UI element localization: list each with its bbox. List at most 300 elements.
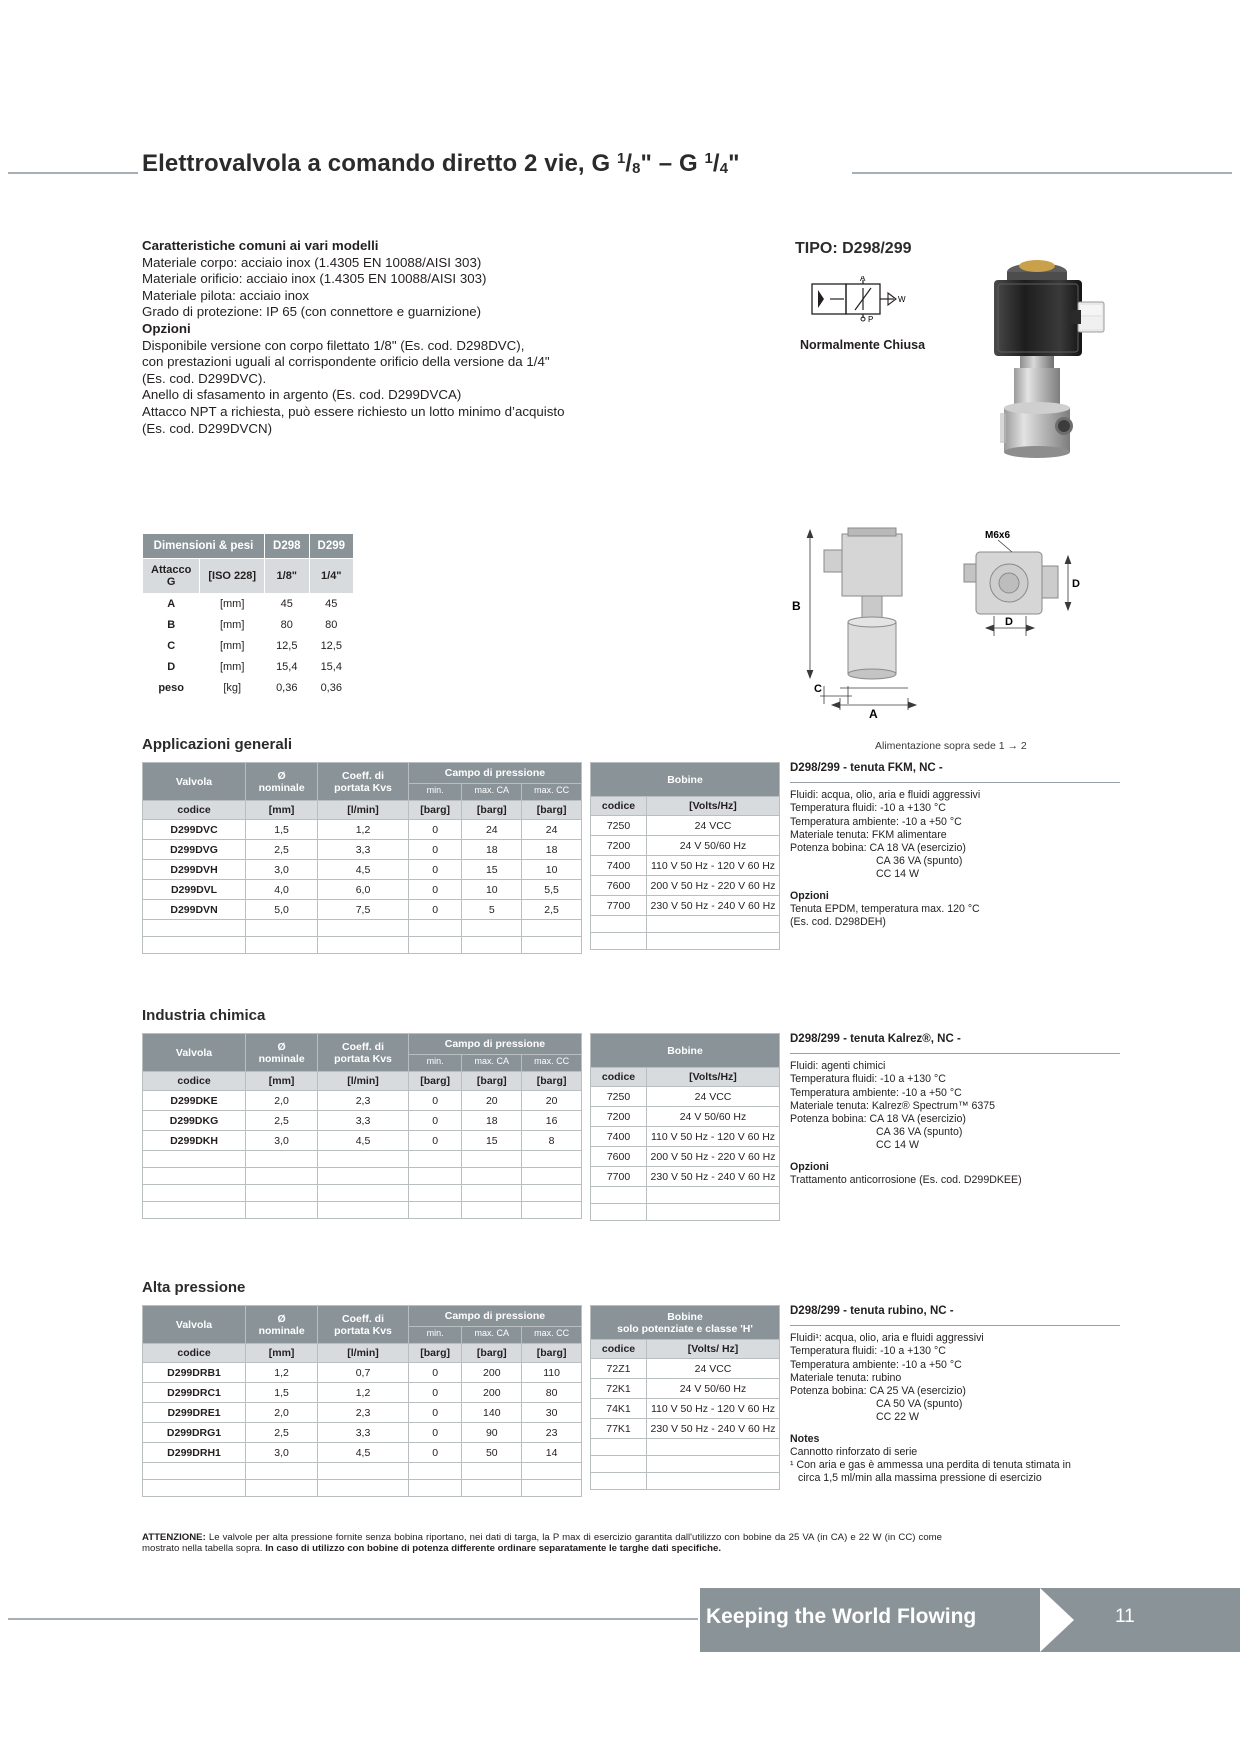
cell-coil-code: 7400	[591, 856, 647, 876]
cell-empty	[462, 920, 522, 937]
valve-table-general	[142, 762, 582, 954]
info-notes-title: Notes	[790, 1432, 820, 1445]
attention-label: ATTENZIONE:	[142, 1532, 206, 1543]
info-note-line: Cannotto rinforzato di serie	[790, 1445, 918, 1458]
info-rule	[790, 782, 1120, 783]
cell-coil-code: 7700	[591, 1167, 647, 1187]
cell-empty	[318, 920, 409, 937]
info-title-kalrez: D298/299 - tenuta Kalrez®, NC -	[790, 1033, 961, 1045]
cell-code: D299DRG1	[143, 1423, 246, 1443]
cell-pmin: 0	[408, 1091, 462, 1111]
table-row	[143, 1091, 582, 1111]
table-row	[143, 1383, 582, 1403]
info-block-fkm	[790, 762, 1120, 929]
table-row-empty	[143, 1151, 582, 1168]
dimensions-table	[142, 533, 354, 699]
cell-empty	[522, 920, 582, 937]
dim-row-d299-a: 45	[309, 594, 354, 615]
sub-barg-min: [barg]	[408, 1344, 462, 1363]
cell-coil-code: 74K1	[591, 1399, 647, 1419]
cell-empty	[522, 1168, 582, 1185]
cell-empty	[522, 1202, 582, 1219]
table-subheader-row	[143, 801, 582, 820]
cell-empty	[246, 937, 318, 954]
cell-pca: 24	[462, 820, 522, 840]
table-subheader-row	[591, 1068, 780, 1087]
dim-row-label-a: A	[143, 594, 200, 615]
technical-drawing	[780, 520, 1110, 720]
sub-barg-min: [barg]	[408, 1072, 462, 1091]
intro-line-3: Materiale pilota: acciaio inox	[142, 287, 310, 303]
info-block-kalrez	[790, 1033, 1120, 1187]
cell-pcc: 18	[522, 840, 582, 860]
info-line-indent: CC 14 W	[876, 868, 919, 881]
cell-empty	[591, 1473, 647, 1490]
table-row-empty	[143, 1463, 582, 1480]
cell-empty	[246, 920, 318, 937]
cell-kvs: 2,3	[318, 1403, 409, 1423]
valve-table-chemical	[142, 1033, 582, 1219]
cell-pmin: 0	[408, 1111, 462, 1131]
col-pmax-cc: max. CC	[522, 1055, 582, 1072]
cell-coil-volt: 230 V 50 Hz - 240 V 60 Hz	[647, 1419, 780, 1439]
page-number: 11	[1115, 1606, 1135, 1627]
table-row-empty	[591, 1473, 780, 1490]
cell-pmin: 0	[408, 1363, 462, 1383]
cell-pmin: 0	[408, 1131, 462, 1151]
cell-empty	[408, 1463, 462, 1480]
symbol-label-a: A	[860, 276, 866, 283]
dim-row-d298-c: 12,5	[265, 636, 310, 657]
cell-dn: 2,5	[246, 1111, 318, 1131]
cell-pmin: 0	[408, 1403, 462, 1423]
table-row-empty	[591, 1187, 780, 1204]
table-row-empty	[143, 937, 582, 954]
col-kvs: Coeff. di portata Kvs	[318, 1034, 409, 1072]
cell-empty	[143, 1168, 246, 1185]
table-row	[143, 594, 354, 615]
cell-dn: 1,5	[246, 820, 318, 840]
cell-dn: 2,5	[246, 840, 318, 860]
info-line: Temperatura ambiente: -10 a +50 °C	[790, 1358, 962, 1371]
footer-slogan: Keeping the World Flowing	[706, 1605, 977, 1628]
cell-code: D299DRC1	[143, 1383, 246, 1403]
dim-row-unit-attacco: [ISO 228]	[200, 559, 265, 594]
info-title-ruby: D298/299 - tenuta rubino, NC -	[790, 1305, 954, 1317]
dim-row-d298-attacco: 1/8"	[265, 559, 310, 594]
dim-row-d299-attacco: 1/4"	[309, 559, 354, 594]
info-option-line: (Es. cod. D298DEH)	[790, 916, 886, 929]
sub-mm: [mm]	[246, 1344, 318, 1363]
table-row	[591, 1379, 780, 1399]
cell-pmin: 0	[408, 880, 462, 900]
table-header-row	[591, 763, 780, 797]
title-frac2-num: 1	[704, 150, 713, 167]
info-line: Materiale tenuta: Kalrez® Spectrum™ 6375	[790, 1099, 996, 1112]
col-kvs: Coeff. di portata Kvs	[318, 763, 409, 801]
sub-coil-volts: [Volts/ Hz]	[647, 1340, 780, 1359]
dim-head-d298: D298	[265, 534, 310, 559]
dim-row-d299-b: 80	[309, 615, 354, 636]
cell-coil-code: 7400	[591, 1127, 647, 1147]
intro-heading-common: Caratteristiche comuni ai vari modelli	[142, 238, 379, 253]
table-row-empty	[591, 1439, 780, 1456]
col-valvola: Valvola	[143, 763, 246, 801]
cell-coil-code: 7700	[591, 896, 647, 916]
info-options-title: Opzioni	[790, 1160, 829, 1173]
intro-line-4: Grado di protezione: IP 65 (con connettore e guarnizione)	[142, 304, 482, 320]
cell-empty	[591, 933, 647, 950]
cell-empty	[143, 1480, 246, 1497]
cell-pcc: 14	[522, 1443, 582, 1463]
col-diametro: Ø nominale	[246, 763, 318, 801]
cell-empty	[591, 1187, 647, 1204]
cell-empty	[462, 1202, 522, 1219]
table-row	[591, 876, 780, 896]
table-row	[143, 900, 582, 920]
info-line-indent: CC 22 W	[876, 1411, 919, 1424]
sub-lmin: [l/min]	[318, 1344, 409, 1363]
info-line: Potenza bobina: CA 18 VA (esercizio)	[790, 1113, 966, 1126]
cell-kvs: 0,7	[318, 1363, 409, 1383]
coil-table-highpressure	[590, 1305, 780, 1490]
table-row	[143, 1111, 582, 1131]
cell-empty	[143, 1463, 246, 1480]
title-frac1-num: 1	[617, 150, 626, 167]
table-header-row	[143, 763, 582, 784]
info-rule	[790, 1325, 1120, 1326]
cell-dn: 3,0	[246, 1443, 318, 1463]
info-option-line: Trattamento anticorrosione (Es. cod. D299DKEE)	[790, 1173, 1022, 1186]
drawing-label-b: B	[792, 599, 801, 613]
table-row	[591, 1127, 780, 1147]
info-title-fkm: D298/299 - tenuta FKM, NC -	[790, 762, 943, 774]
info-line: Materiale tenuta: FKM alimentare	[790, 828, 947, 841]
intro-line-2: Materiale orificio: acciaio inox (1.4305 EN 10088/AISI 303)	[142, 271, 487, 287]
table-row	[143, 1443, 582, 1463]
section-heading-highpressure: Alta pressione	[142, 1279, 246, 1296]
table-row	[591, 1087, 780, 1107]
cell-coil-code: 7600	[591, 876, 647, 896]
table-subheader-row	[143, 1344, 582, 1363]
valve-table-highpressure	[142, 1305, 582, 1497]
table-row	[143, 840, 582, 860]
dim-row-label-d: D	[143, 657, 200, 678]
cell-coil-code: 7250	[591, 816, 647, 836]
cell-empty	[647, 1204, 780, 1221]
symbol-label-p: P	[868, 315, 874, 322]
table-row	[591, 896, 780, 916]
cell-kvs: 1,2	[318, 1383, 409, 1403]
info-line: Temperatura fluidi: -10 a +130 °C	[790, 1073, 946, 1086]
table-row	[143, 657, 354, 678]
table-row	[591, 1399, 780, 1419]
info-line: Fluidi¹: acqua, olio, aria e fluidi aggressivi	[790, 1332, 984, 1345]
col-pmax-ca: max. CA	[462, 784, 522, 801]
cell-pca: 5	[462, 900, 522, 920]
intro-line-1: Materiale corpo: acciaio inox (1.4305 EN 10088/AISI 303)	[142, 254, 482, 270]
col-pressure-range: Campo di pressione	[408, 1034, 581, 1055]
table-row	[591, 1167, 780, 1187]
dim-row-d298-d: 15,4	[265, 657, 310, 678]
cell-kvs: 3,3	[318, 1423, 409, 1443]
cell-code: D299DVC	[143, 820, 246, 840]
dim-head-title: Dimensioni & pesi	[143, 534, 265, 559]
table-header-row	[143, 534, 354, 559]
sub-coil-codice: codice	[591, 1340, 647, 1359]
cell-empty	[143, 1202, 246, 1219]
cell-empty	[522, 1151, 582, 1168]
cell-empty	[647, 1439, 780, 1456]
title-text-mid: " – G	[640, 150, 705, 177]
cell-coil-code: 7600	[591, 1147, 647, 1167]
table-row-empty	[591, 1456, 780, 1473]
cell-coil-code: 77K1	[591, 1419, 647, 1439]
col-kvs: Coeff. di portata Kvs	[318, 1306, 409, 1344]
info-line: Potenza bobina: CA 18 VA (esercizio)	[790, 842, 966, 855]
cell-empty	[318, 1480, 409, 1497]
sub-lmin: [l/min]	[318, 1072, 409, 1091]
cell-empty	[462, 1480, 522, 1497]
cell-coil-volt: 24 VCC	[647, 1087, 780, 1107]
cell-empty	[408, 1202, 462, 1219]
sub-coil-codice: codice	[591, 797, 647, 816]
title-rule-right	[852, 172, 1232, 174]
cell-empty	[462, 1168, 522, 1185]
info-line: Temperatura fluidi: -10 a +130 °C	[790, 802, 946, 815]
info-line: Potenza bobina: CA 25 VA (esercizio)	[790, 1385, 966, 1398]
type-heading: TIPO: D298/299	[795, 240, 912, 257]
page-title: Elettrovalvola a comando diretto 2 vie, G $^1$/8" – G $^1$/4"	[142, 150, 740, 177]
cell-empty	[522, 937, 582, 954]
table-row-empty	[143, 1480, 582, 1497]
cell-empty	[246, 1463, 318, 1480]
info-line: Temperatura fluidi: -10 a +130 °C	[790, 1345, 946, 1358]
cell-empty	[143, 937, 246, 954]
cell-code: D299DKH	[143, 1131, 246, 1151]
drawing-caption: Alimentazione sopra sede 1 → 2	[875, 740, 1027, 752]
cell-coil-volt: 110 V 50 Hz - 120 V 60 Hz	[647, 856, 780, 876]
sub-lmin: [l/min]	[318, 801, 409, 820]
footer-left-white	[0, 1588, 700, 1652]
dim-row-label-peso: peso	[143, 678, 200, 699]
sub-barg-cc: [barg]	[522, 1344, 582, 1363]
intro-line-8: Anello di sfasamento in argento (Es. cod. D299DVCA)	[142, 387, 462, 403]
cell-dn: 2,0	[246, 1091, 318, 1111]
cell-kvs: 3,3	[318, 1111, 409, 1131]
cell-kvs: 4,5	[318, 1131, 409, 1151]
col-valvola: Valvola	[143, 1034, 246, 1072]
table-row	[591, 816, 780, 836]
cell-kvs: 3,3	[318, 840, 409, 860]
cell-empty	[246, 1202, 318, 1219]
cell-kvs: 1,2	[318, 820, 409, 840]
cell-pmin: 0	[408, 1383, 462, 1403]
cell-pca: 18	[462, 840, 522, 860]
cell-empty	[318, 1168, 409, 1185]
cell-empty	[591, 1204, 647, 1221]
cell-pmin: 0	[408, 1423, 462, 1443]
cell-code: D299DRE1	[143, 1403, 246, 1423]
cell-coil-volt: 110 V 50 Hz - 120 V 60 Hz	[647, 1127, 780, 1147]
col-bobine-potenziate: Bobine solo potenziate e classe 'H'	[591, 1306, 780, 1340]
title-frac1-den: 8	[632, 160, 641, 177]
cell-empty	[246, 1168, 318, 1185]
col-pressure-range: Campo di pressione	[408, 1306, 581, 1327]
intro-line-6: con prestazioni uguali al corrispondente orificio della versione da 1/4"	[142, 354, 550, 370]
cell-coil-volt: 24 VCC	[647, 1359, 780, 1379]
cell-empty	[462, 1463, 522, 1480]
cell-empty	[462, 1151, 522, 1168]
cell-empty	[408, 1185, 462, 1202]
cell-dn: 1,5	[246, 1383, 318, 1403]
col-valvola: Valvola	[143, 1306, 246, 1344]
dim-row-label-attacco: Attacco G	[143, 559, 200, 594]
cell-empty	[318, 1202, 409, 1219]
cell-pcc: 30	[522, 1403, 582, 1423]
table-subheader-row	[143, 1072, 582, 1091]
table-row-empty	[591, 916, 780, 933]
cell-pcc: 110	[522, 1363, 582, 1383]
drawing-label-d1: D	[1072, 578, 1080, 590]
cell-pcc: 5,5	[522, 880, 582, 900]
cell-pmin: 0	[408, 1443, 462, 1463]
table-row-empty	[143, 1202, 582, 1219]
col-diametro: Ø nominale	[246, 1034, 318, 1072]
footer-rule	[8, 1618, 698, 1620]
attention-text: Le valvole per alta pressione fornite senza bobina riportano, nei dati di targa, la P max di esercizio garantita dall'utilizzo con bobine da 25 VA (in CA) e 22 W (in CC) come mostrato nella tabella sopra.	[142, 1532, 942, 1555]
cell-empty	[647, 916, 780, 933]
cell-pmin: 0	[408, 860, 462, 880]
dim-row-label-c: C	[143, 636, 200, 657]
cell-empty	[143, 920, 246, 937]
table-row	[591, 836, 780, 856]
chevron-right-icon	[1040, 1588, 1102, 1652]
drawing-label-a: A	[869, 707, 878, 720]
col-pmax-ca: max. CA	[462, 1055, 522, 1072]
cell-kvs: 6,0	[318, 880, 409, 900]
sub-coil-codice: codice	[591, 1068, 647, 1087]
sub-codice: codice	[143, 1344, 246, 1363]
coil-table-chemical	[590, 1033, 780, 1221]
cell-empty	[647, 1473, 780, 1490]
dim-row-d299-peso: 0,36	[309, 678, 354, 699]
col-diametro: Ø nominale	[246, 1306, 318, 1344]
info-note-line: ¹ Con aria e gas è ammessa una perdita di tenuta stimata in	[790, 1459, 1071, 1472]
cell-pmin: 0	[408, 820, 462, 840]
cell-kvs: 4,5	[318, 1443, 409, 1463]
cell-dn: 2,5	[246, 1423, 318, 1443]
sub-mm: [mm]	[246, 1072, 318, 1091]
intro-line-10: (Es. cod. D299DVCN)	[142, 420, 273, 436]
cell-coil-code: 72Z1	[591, 1359, 647, 1379]
intro-line-7: (Es. cod. D299DVC).	[142, 370, 267, 386]
cell-empty	[462, 1185, 522, 1202]
cell-dn: 2,0	[246, 1403, 318, 1423]
cell-pca: 15	[462, 1131, 522, 1151]
cell-empty	[143, 1185, 246, 1202]
sub-barg-ca: [barg]	[462, 801, 522, 820]
table-header-row	[143, 1306, 582, 1327]
table-row	[143, 1131, 582, 1151]
cell-empty	[522, 1185, 582, 1202]
table-row	[143, 1363, 582, 1383]
cell-empty	[246, 1185, 318, 1202]
table-row	[591, 1359, 780, 1379]
table-row	[143, 860, 582, 880]
cell-empty	[246, 1480, 318, 1497]
cell-dn: 4,0	[246, 880, 318, 900]
title-text-suffix: "	[728, 150, 740, 177]
col-pmin: min.	[408, 1327, 462, 1344]
col-pmax-ca: max. CA	[462, 1327, 522, 1344]
cell-pca: 18	[462, 1111, 522, 1131]
table-row	[591, 1419, 780, 1439]
col-pmax-cc: max. CC	[522, 784, 582, 801]
sub-mm: [mm]	[246, 801, 318, 820]
info-line-indent: CA 36 VA (spunto)	[876, 1126, 963, 1139]
table-row	[591, 1147, 780, 1167]
info-note-line: circa 1,5 ml/min alla massima pressione di esercizio	[798, 1472, 1042, 1485]
sub-barg-min: [barg]	[408, 801, 462, 820]
cell-empty	[647, 1456, 780, 1473]
drawing-label-m6: M6x6	[985, 530, 1011, 541]
sub-barg-ca: [barg]	[462, 1344, 522, 1363]
info-line: Materiale tenuta: rubino	[790, 1371, 902, 1384]
cell-empty	[318, 1463, 409, 1480]
info-line: Fluidi: acqua, olio, aria e fluidi aggressivi	[790, 789, 981, 802]
section-heading-chemical: Industria chimica	[142, 1007, 266, 1024]
dim-row-d299-c: 12,5	[309, 636, 354, 657]
drawing-label-c: C	[814, 683, 822, 695]
table-row-empty	[591, 1204, 780, 1221]
table-row-empty	[591, 933, 780, 950]
table-row	[143, 678, 354, 699]
cell-pcc: 24	[522, 820, 582, 840]
cell-code: D299DRH1	[143, 1443, 246, 1463]
cell-pcc: 23	[522, 1423, 582, 1443]
cell-empty	[591, 916, 647, 933]
cell-pcc: 16	[522, 1111, 582, 1131]
cell-empty	[408, 1151, 462, 1168]
cell-pca: 20	[462, 1091, 522, 1111]
cell-empty	[408, 937, 462, 954]
table-row-empty	[143, 920, 582, 937]
table-row	[143, 559, 354, 594]
cell-dn: 5,0	[246, 900, 318, 920]
dim-row-label-b: B	[143, 615, 200, 636]
cell-pca: 90	[462, 1423, 522, 1443]
info-line-indent: CA 50 VA (spunto)	[876, 1398, 963, 1411]
sub-codice: codice	[143, 801, 246, 820]
attention-note	[142, 1532, 942, 1555]
cell-dn: 3,0	[246, 1131, 318, 1151]
cell-coil-volt: 24 V 50/60 Hz	[647, 836, 780, 856]
table-subheader-row	[591, 797, 780, 816]
col-bobine: Bobine	[591, 1034, 780, 1068]
sub-coil-volts: [Volts/Hz]	[647, 797, 780, 816]
valve-product-photo	[940, 250, 1140, 470]
cell-code: D299DVL	[143, 880, 246, 900]
cell-code: D299DVH	[143, 860, 246, 880]
cell-empty	[591, 1439, 647, 1456]
info-block-ruby	[790, 1305, 1120, 1485]
cell-empty	[408, 920, 462, 937]
dim-row-d298-b: 80	[265, 615, 310, 636]
sub-coil-volts: [Volts/Hz]	[647, 1068, 780, 1087]
cell-coil-code: 7200	[591, 1107, 647, 1127]
cell-empty	[408, 1168, 462, 1185]
